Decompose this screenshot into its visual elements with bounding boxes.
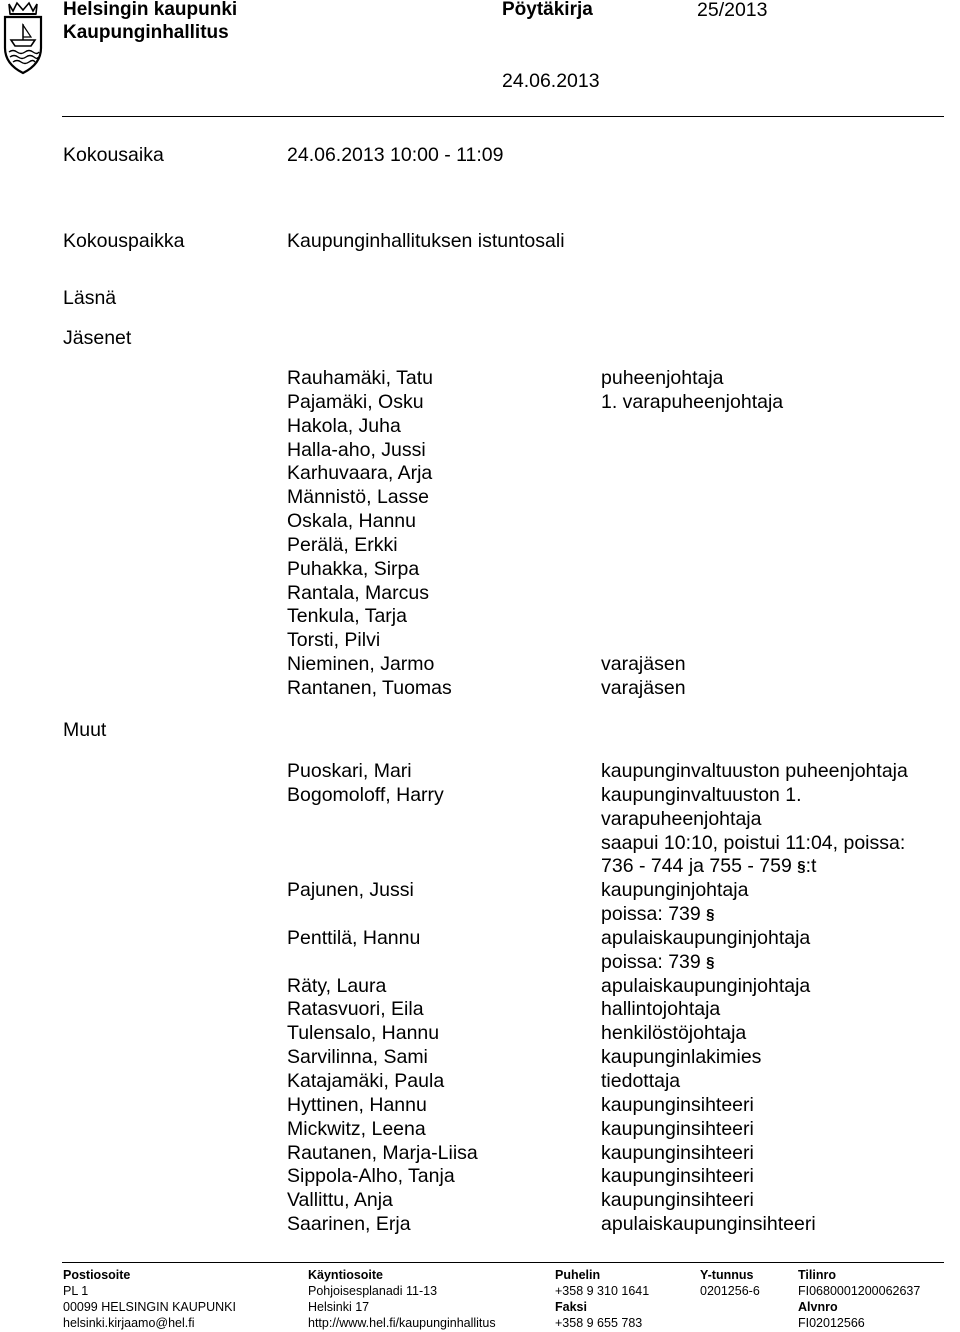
other-role: apulaiskaupunginjohtaja [601,926,811,949]
others-label: Muut [63,719,107,741]
member-role [601,486,783,510]
members-names [287,367,452,701]
member-role [601,415,783,439]
website-link[interactable]: http://www.hel.fi/kaupunginhallitus [308,1316,496,1330]
other-name: Tulensalo, Hannu [287,1022,440,1045]
meeting-time-label: Kokousaika [63,144,164,166]
other-role: hallintojohtaja [601,998,721,1021]
footer-postal [63,1267,236,1331]
body-name: Kaupunginhallitus [63,22,229,43]
document-number: 25/2013 [697,0,768,21]
member-name: Hakola, Juha [287,414,401,437]
other-name: Vallittu, Anja [287,1189,393,1212]
postal-label: Postiosoite [63,1268,131,1282]
members-label: Jäsenet [63,327,132,349]
ytunnus-label: Y-tunnus [700,1268,754,1282]
alvnro-label: Alvnro [798,1300,838,1314]
other-role: kaupunginsihteeri [601,1141,754,1164]
member-name: Rantanen, Tuomas [287,676,452,699]
visit-line: Pohjoisesplanadi 11-13 [308,1284,438,1298]
other-role: apulaiskaupunginjohtaja [601,974,811,997]
other-role: apulaiskaupunginsihteeri [601,1213,816,1236]
other-role: kaupunginsihteeri [601,1117,754,1140]
postal-line: 00099 HELSINGIN KAUPUNKI [63,1300,236,1314]
member-role: varajäsen [601,653,686,676]
member-role: varajäsen [601,676,686,699]
other-name [287,832,478,856]
phone-value: +358 9 310 1641 [555,1284,650,1298]
footer-visit [308,1267,496,1331]
section-sign: § [706,906,715,924]
other-name [287,951,478,975]
member-name: Puhakka, Sirpa [287,557,420,580]
other-role-text: poissa: 739 [601,903,707,926]
member-role [601,462,783,486]
member-role: puheenjohtaja [601,367,724,389]
member-name: Nieminen, Jarmo [287,653,435,676]
footer-ytunnus [700,1267,760,1299]
other-name: Sippola-Alho, Tanja [287,1165,455,1188]
member-name: Perälä, Erkki [287,533,398,556]
other-name: Penttilä, Hannu [287,926,421,949]
member-role [601,582,783,606]
other-name: Hyttinen, Hannu [287,1093,427,1116]
meeting-place-value: Kaupunginhallituksen istuntosali [287,230,565,252]
other-name: Sarvilinna, Sami [287,1046,428,1069]
footer-tilinro [798,1267,920,1331]
member-name: Tenkula, Tarja [287,605,407,628]
helsinki-coat-of-arms-logo [1,0,45,76]
members-roles [601,367,783,701]
member-name: Rantala, Marcus [287,581,429,604]
alvnro-value: FI02012566 [798,1316,865,1330]
email-link[interactable]: helsinki.kirjaamo@hel.fi [63,1316,195,1330]
other-role: kaupunginjohtaja [601,879,749,902]
member-name: Pajamäki, Osku [287,390,424,413]
other-role-text: poissa: 739 [601,950,707,973]
other-role: kaupunginsihteeri [601,1093,754,1116]
document-type: Pöytäkirja [502,0,593,20]
tilinro-label: Tilinro [798,1268,836,1282]
other-role: kaupunginsihteeri [601,1165,754,1188]
member-name: Männistö, Lasse [287,486,429,509]
other-role: kaupunginlakimies [601,1046,762,1069]
fax-label: Faksi [555,1300,587,1314]
tilinro-value: FI0680001200062637 [798,1284,921,1298]
other-role-with-section [601,855,908,879]
others-roles [601,760,908,1237]
other-role-text: 736 - 744 ja 755 - 759 [601,855,798,878]
member-name: Karhuvaara, Arja [287,462,433,485]
other-role-suffix: :t [805,855,817,878]
member-role [601,558,783,582]
postal-line: PL 1 [63,1284,89,1298]
member-role [601,534,783,558]
meeting-place-label: Kokouspaikka [63,230,185,252]
other-role: kaupunginvaltuuston puheenjohtaja [601,760,908,782]
present-label: Läsnä [63,287,117,309]
member-role [601,510,783,534]
other-role: tiedottaja [601,1069,681,1092]
section-sign: § [706,953,715,971]
other-role-with-section [601,951,908,975]
other-name [287,808,478,832]
other-name [287,903,478,927]
member-name: Oskala, Hannu [287,510,416,533]
fax-value: +358 9 655 783 [555,1316,643,1330]
other-name: Rautanen, Marja-Liisa [287,1141,478,1164]
others-names [287,760,478,1237]
visit-label: Käyntiosoite [308,1268,384,1282]
other-role: saapui 10:10, poistui 11:04, poissa: [601,831,906,854]
meeting-time-value: 24.06.2013 10:00 - 11:09 [287,144,504,166]
other-name: Bogomoloff, Harry [287,783,444,806]
document-date: 24.06.2013 [502,70,600,92]
other-role: henkilöstöjohtaja [601,1022,747,1045]
member-role [601,439,783,463]
other-name: Saarinen, Erja [287,1213,411,1236]
other-name: Pajunen, Jussi [287,879,414,902]
other-name: Puoskari, Mari [287,760,412,782]
visit-line: Helsinki 17 [308,1300,370,1314]
member-role: 1. varapuheenjohtaja [601,390,784,413]
footer-phone [555,1267,649,1331]
phone-label: Puhelin [555,1268,601,1282]
other-role-with-section [601,903,908,927]
header-divider [62,116,944,117]
member-role [601,629,783,653]
other-role: kaupunginsihteeri [601,1189,754,1212]
member-name: Halla-aho, Jussi [287,438,426,461]
other-name: Räty, Laura [287,974,387,997]
footer-divider [62,1262,944,1263]
other-name [287,855,478,879]
member-name: Torsti, Pilvi [287,629,381,652]
other-role: varapuheenjohtaja [601,807,762,830]
ytunnus-value: 0201256-6 [700,1284,760,1298]
member-role [601,605,783,629]
other-role: kaupunginvaltuuston 1. [601,783,802,806]
other-name: Mickwitz, Leena [287,1117,426,1140]
other-name: Ratasvuori, Eila [287,998,424,1021]
section-sign: § [797,858,806,876]
city-name: Helsingin kaupunki [63,0,238,20]
other-name: Katajamäki, Paula [287,1069,445,1092]
member-name: Rauhamäki, Tatu [287,367,433,389]
